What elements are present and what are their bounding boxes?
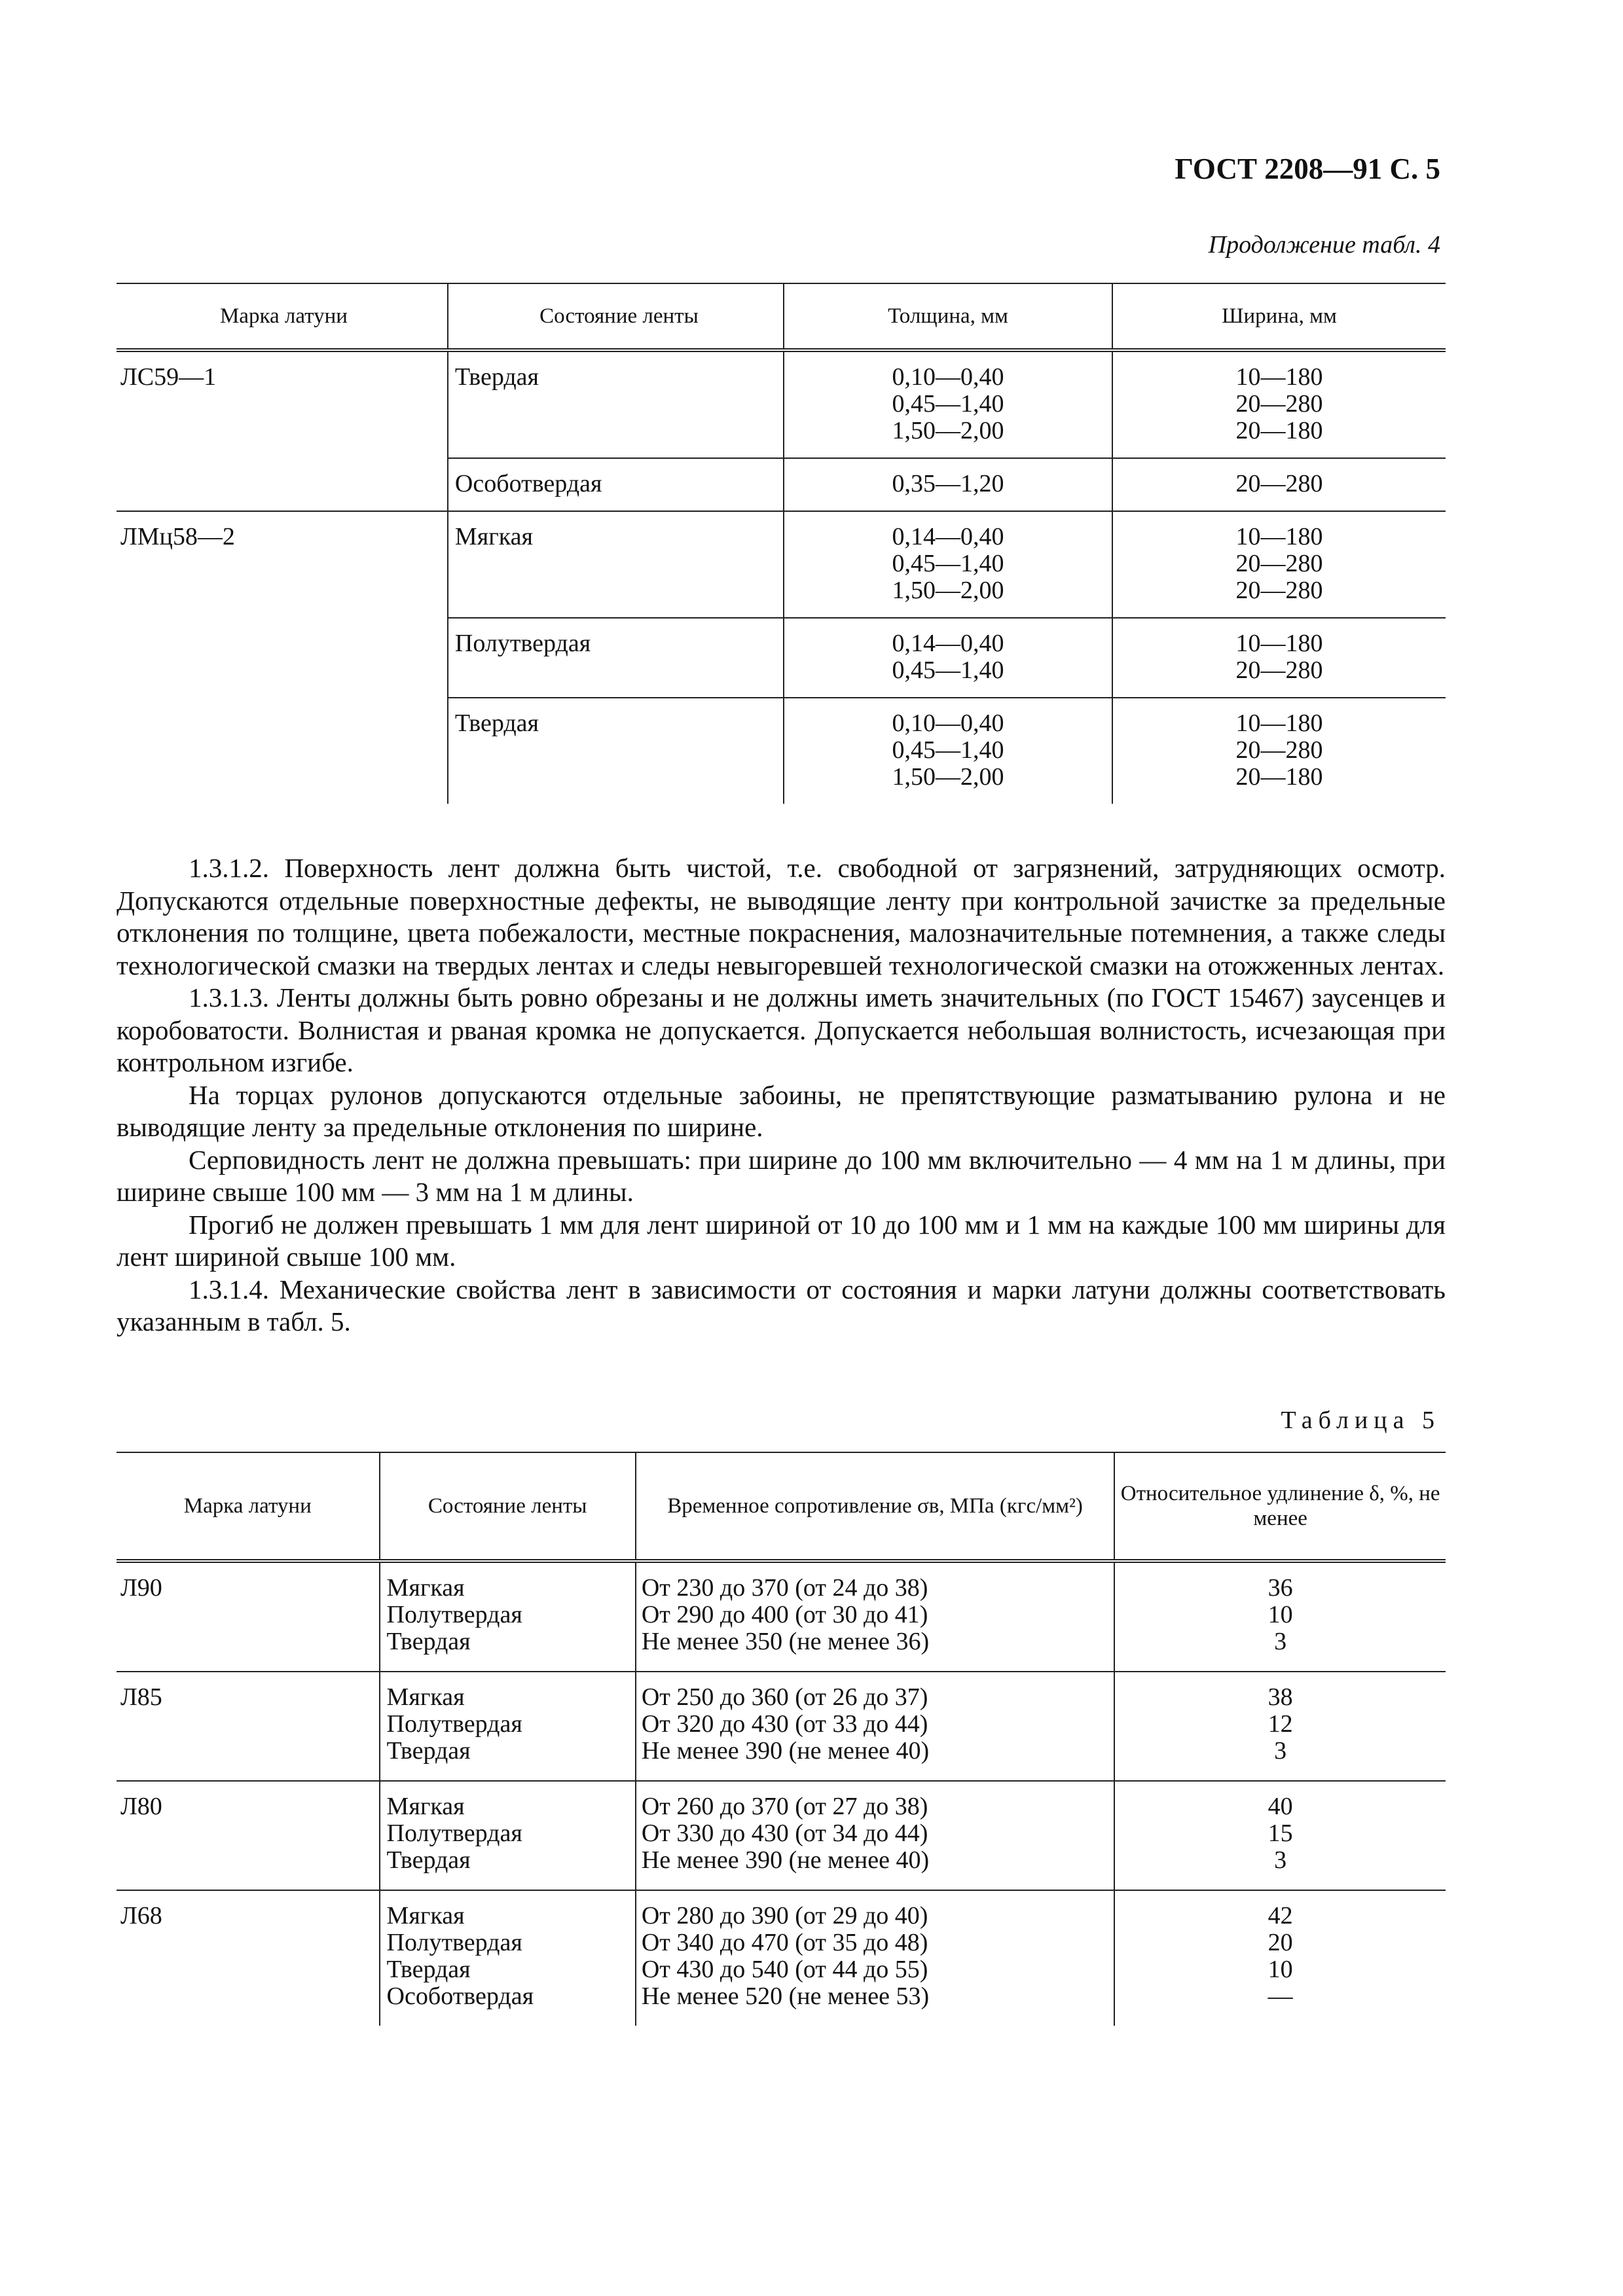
thickness-cell (784, 698, 1112, 804)
state-value: Полутвердая (386, 1601, 522, 1628)
brand-cell: Л85 (117, 1672, 380, 1781)
brand-cell: Л68 (117, 1890, 380, 2026)
table-row (117, 1890, 1446, 2026)
paragraph: 1.3.1.3. Ленты должны быть ровно обрезаны и не должны иметь значительных (по ГОСТ 15467) заусенцев и коробоватости. Волнистая и рваная кромка не допускается. Допускается небольшая волнистость, исчезающая при контрольном изгибе. (117, 982, 1446, 1077)
elongation-value: 42 (1267, 1902, 1293, 1929)
thickness-cell (784, 458, 1112, 511)
thickness-value: 0,45—1,40 (892, 550, 1004, 577)
elongation-value: — (1267, 1982, 1293, 2010)
state-cell: Особотвердая (448, 458, 784, 511)
paragraph: 1.3.1.4. Механические свойства лент в зависимости от состояния и марки латуни должны соответствовать указанным в табл. 5. (117, 1274, 1446, 1336)
state-value: Полутвердая (386, 1929, 522, 1956)
column-header: Толщина, мм (784, 283, 1112, 350)
table5 (117, 1452, 1446, 2026)
column-header: Марка латуни (219, 304, 348, 328)
strength-cell (636, 1890, 1115, 2026)
thickness-cell (784, 618, 1112, 698)
state-value: Мягкая (386, 1683, 465, 1711)
thickness-value: 0,35—1,20 (892, 470, 1004, 497)
state-cell: Полутвердая (448, 618, 784, 698)
table-row (117, 698, 1446, 804)
thickness-cell (784, 511, 1112, 618)
width-value: 20—180 (1235, 417, 1323, 444)
paragraph: 1.3.1.2. Поверхность лент должна быть чистой, т.е. свободной от загрязнений, затрудняющих осмотр. Допускаются отдельные поверхностные дефекты, не выводящие ленту при контрольной зачистке за предельные отклонения по толщине, цвета побежалости, местные покраснения, малозначительные потемнения, а также следы технологической смазки на твердых лентах и следы невыгоревшей технологической смазки на отожженных лентах. (117, 853, 1446, 980)
table-row (117, 458, 1446, 511)
table4-body (117, 350, 1446, 804)
width-cell (1112, 618, 1446, 698)
elongation-value: 40 (1267, 1793, 1293, 1820)
elongation-value: 15 (1267, 1820, 1293, 1847)
state-cell (380, 1890, 636, 2026)
state-value: Твердая (386, 1628, 471, 1655)
state-value: Особотвердая (386, 1982, 534, 2010)
state-value: Твердая (386, 1737, 471, 1765)
brand-cell: Л80 (117, 1781, 380, 1890)
elongation-value: 38 (1267, 1683, 1293, 1711)
thickness-cell (784, 350, 1112, 458)
state-value: Твердая (386, 1846, 471, 1874)
column-header: Ширина, мм (1112, 283, 1446, 350)
elongation-cell (1114, 1561, 1446, 1672)
width-value: 10—180 (1235, 709, 1323, 737)
paragraph: Серповидность лент не должна превышать: при ширине до 100 мм включительно — 4 мм на 1 м длины, при ширине свыше 100 мм — 3 мм на 1 м длины. (117, 1144, 1446, 1207)
width-value: 10—180 (1235, 630, 1323, 657)
table-row (117, 1781, 1446, 1890)
width-value: 20—280 (1235, 577, 1323, 604)
brand-cell: ЛС59—1 (120, 363, 217, 391)
thickness-value: 0,10—0,40 (892, 363, 1004, 391)
strength-value: От 290 до 400 (от 30 до 41) (641, 1601, 928, 1628)
strength-value: От 250 до 360 (от 26 до 37) (641, 1683, 928, 1711)
column-header: Состояние ленты (448, 283, 784, 350)
state-value: Мягкая (386, 1793, 465, 1820)
thickness-value: 0,45—1,40 (892, 390, 1004, 418)
table4 (117, 283, 1446, 804)
strength-value: От 430 до 540 (от 44 до 55) (641, 1956, 928, 1983)
column-header: Состояние ленты (380, 1452, 636, 1561)
strength-cell (636, 1672, 1115, 1781)
thickness-value: 0,14—0,40 (892, 630, 1004, 657)
table5-body (117, 1561, 1446, 2026)
elongation-value: 12 (1267, 1710, 1293, 1738)
brand-cell (117, 698, 448, 804)
table-row (117, 1561, 1446, 1672)
width-value: 20—280 (1235, 390, 1323, 418)
table5-caption: Таблица 5 (1281, 1407, 1440, 1434)
elongation-cell (1114, 1890, 1446, 2026)
table-row (117, 511, 1446, 618)
state-value: Полутвердая (386, 1820, 522, 1847)
brand-cell: Л90 (120, 1574, 162, 1602)
thickness-value: 0,14—0,40 (892, 523, 1004, 550)
elongation-cell (1114, 1781, 1446, 1890)
strength-value: Не менее 520 (не менее 53) (641, 1982, 930, 2010)
elongation-value: 20 (1267, 1929, 1293, 1956)
elongation-cell (1114, 1672, 1446, 1781)
state-cell (380, 1672, 636, 1781)
paragraph: На торцах рулонов допускаются отдельные забоины, не препятствующие разматыванию рулона и не выводящие ленту за предельные отклонения по ширине. (117, 1079, 1446, 1142)
table-row (117, 618, 1446, 698)
strength-value: От 330 до 430 (от 34 до 44) (641, 1820, 928, 1847)
strength-value: Не менее 390 (не менее 40) (641, 1846, 930, 1874)
brand-cell (117, 458, 448, 511)
state-cell: Твердая (448, 350, 784, 458)
table4-continuation-label: Продолжение табл. 4 (1208, 231, 1440, 259)
paragraph: Прогиб не должен превышать 1 мм для лент шириной от 10 до 100 мм и 1 мм на каждые 100 мм ширины для лент шириной свыше 100 мм. (117, 1209, 1446, 1272)
thickness-value: 0,45—1,40 (892, 736, 1004, 764)
brand-cell: ЛМц58—2 (117, 511, 448, 618)
state-value: Твердая (386, 1956, 471, 1983)
table-row (117, 1672, 1446, 1781)
thickness-value: 1,50—2,00 (892, 763, 1004, 791)
thickness-value: 1,50—2,00 (892, 417, 1004, 444)
thickness-value: 0,10—0,40 (892, 709, 1004, 737)
strength-value: Не менее 390 (не менее 40) (641, 1737, 930, 1765)
elongation-value: 3 (1274, 1628, 1287, 1655)
state-value: Полутвердая (386, 1710, 522, 1738)
width-value: 20—180 (1235, 763, 1323, 791)
width-cell (1112, 511, 1446, 618)
width-cell (1112, 350, 1446, 458)
width-value: 10—180 (1235, 523, 1323, 550)
width-value: 20—280 (1235, 736, 1323, 764)
page-header: ГОСТ 2208—91 С. 5 (1175, 152, 1440, 185)
column-header: Временное сопротивление σв, МПа (кгс/мм²) (636, 1452, 1115, 1561)
column-header: Марка латуни (183, 1494, 312, 1518)
table-row (117, 350, 1446, 458)
state-value: Мягкая (386, 1902, 465, 1929)
width-value: 20—280 (1235, 470, 1323, 497)
state-cell: Твердая (448, 698, 784, 804)
brand-cell (117, 618, 448, 698)
elongation-value: 3 (1274, 1846, 1287, 1874)
width-value: 20—280 (1235, 550, 1323, 577)
strength-value: От 230 до 370 (от 24 до 38) (641, 1574, 928, 1602)
elongation-value: 10 (1267, 1601, 1293, 1628)
body-text (117, 852, 1446, 1338)
strength-cell (636, 1561, 1115, 1672)
column-header: Относительное удлинение δ, %, не менее (1114, 1452, 1446, 1561)
thickness-value: 0,45—1,40 (892, 656, 1004, 684)
strength-value: От 280 до 390 (от 29 до 40) (641, 1902, 928, 1929)
thickness-value: 1,50—2,00 (892, 577, 1004, 604)
state-value: Мягкая (386, 1574, 465, 1602)
state-cell (380, 1561, 636, 1672)
width-value: 20—280 (1235, 656, 1323, 684)
strength-value: Не менее 350 (не менее 36) (641, 1628, 930, 1655)
table4-header-row (117, 283, 1446, 350)
table5-header-row (117, 1452, 1446, 1561)
state-cell: Мягкая (448, 511, 784, 618)
state-cell (380, 1781, 636, 1890)
strength-cell (636, 1781, 1115, 1890)
strength-value: От 340 до 470 (от 35 до 48) (641, 1929, 928, 1956)
width-cell (1112, 458, 1446, 511)
strength-value: От 320 до 430 (от 33 до 44) (641, 1710, 928, 1738)
elongation-value: 10 (1267, 1956, 1293, 1983)
width-value: 10—180 (1235, 363, 1323, 391)
elongation-value: 3 (1274, 1737, 1287, 1765)
width-cell (1112, 698, 1446, 804)
elongation-value: 36 (1267, 1574, 1293, 1602)
strength-value: От 260 до 370 (от 27 до 38) (641, 1793, 928, 1820)
